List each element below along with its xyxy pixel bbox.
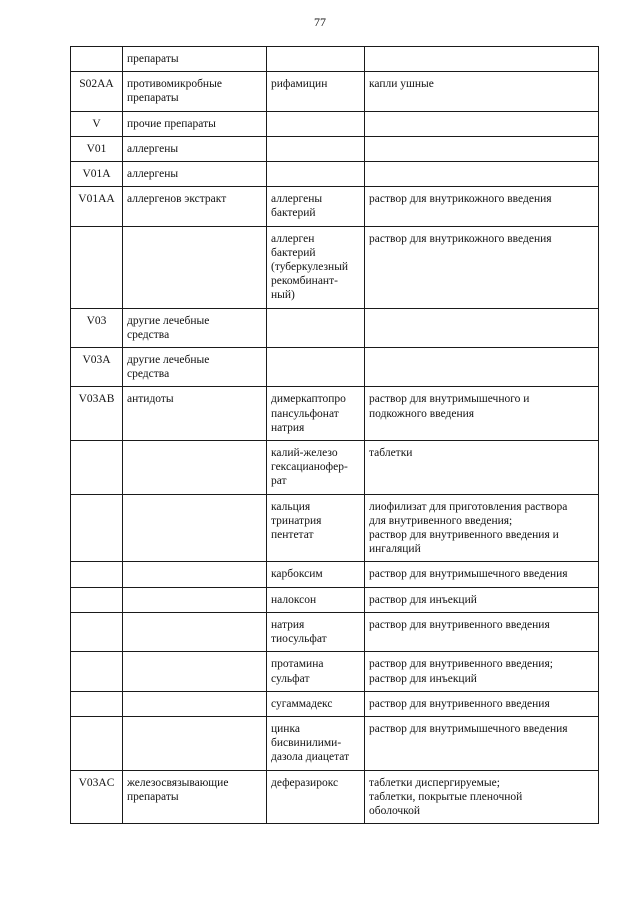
dosage-form-cell	[365, 136, 599, 161]
dosage-form-cell: раствор для внутрикожного введения	[365, 187, 599, 226]
dosage-form-cell: таблетки	[365, 441, 599, 495]
drug-name-cell	[267, 111, 365, 136]
group-name-cell	[123, 691, 267, 716]
group-name-cell: прочие препараты	[123, 111, 267, 136]
drug-name-cell: налоксон	[267, 587, 365, 612]
drug-name-cell	[267, 47, 365, 72]
dosage-form-cell: раствор для внутривенного введения; раствор для инъекций	[365, 652, 599, 691]
drug-name-cell: протамина сульфат	[267, 652, 365, 691]
table-row	[71, 441, 599, 495]
drug-name-cell: калий-железо гексацианофер- рат	[267, 441, 365, 495]
group-name-cell: противомикробные препараты	[123, 72, 267, 111]
atc-code-cell	[71, 612, 123, 651]
table-row	[71, 136, 599, 161]
drug-name-cell	[267, 136, 365, 161]
atc-code-cell: V	[71, 111, 123, 136]
drug-name-cell	[267, 162, 365, 187]
dosage-form-cell: раствор для внутривенного введения	[365, 691, 599, 716]
group-name-cell	[123, 587, 267, 612]
drug-table	[70, 46, 599, 824]
drug-name-cell: димеркаптопро пансульфонат натрия	[267, 387, 365, 441]
dosage-form-cell	[365, 348, 599, 387]
group-name-cell: аллергенов экстракт	[123, 187, 267, 226]
drug-name-cell: деферазирокс	[267, 770, 365, 824]
group-name-cell: антидоты	[123, 387, 267, 441]
dosage-form-cell	[365, 162, 599, 187]
table-row	[71, 612, 599, 651]
group-name-cell: железосвязывающие препараты	[123, 770, 267, 824]
atc-code-cell: V03A	[71, 348, 123, 387]
drug-name-cell	[267, 308, 365, 347]
dosage-form-cell	[365, 111, 599, 136]
table-row	[71, 348, 599, 387]
group-name-cell: аллергены	[123, 136, 267, 161]
dosage-form-cell: капли ушные	[365, 72, 599, 111]
atc-code-cell: V03	[71, 308, 123, 347]
table-row	[71, 47, 599, 72]
dosage-form-cell: раствор для инъекций	[365, 587, 599, 612]
group-name-cell	[123, 226, 267, 308]
drug-name-cell: аллерген бактерий (туберкулезный рекомбинант- ный)	[267, 226, 365, 308]
table-row	[71, 770, 599, 824]
table-row	[71, 716, 599, 770]
table-row	[71, 111, 599, 136]
atc-code-cell: V01	[71, 136, 123, 161]
atc-code-cell	[71, 494, 123, 562]
atc-code-cell	[71, 691, 123, 716]
dosage-form-cell: раствор для внутрикожного введения	[365, 226, 599, 308]
dosage-form-cell: раствор для внутримышечного введения	[365, 716, 599, 770]
atc-code-cell: V01A	[71, 162, 123, 187]
group-name-cell	[123, 494, 267, 562]
table-row	[71, 587, 599, 612]
drug-name-cell: карбоксим	[267, 562, 365, 587]
drug-name-cell: цинка бисвинилими- дазола диацетат	[267, 716, 365, 770]
atc-code-cell	[71, 716, 123, 770]
dosage-form-cell: лиофилизат для приготовления раствора для внутривенного введения; раствор для внутривенного введения и ингаляций	[365, 494, 599, 562]
atc-code-cell	[71, 562, 123, 587]
table-row	[71, 387, 599, 441]
table-row	[71, 562, 599, 587]
drug-name-cell: сугаммадекс	[267, 691, 365, 716]
dosage-form-cell	[365, 47, 599, 72]
dosage-form-cell: раствор для внутримышечного и подкожного введения	[365, 387, 599, 441]
table-row	[71, 691, 599, 716]
group-name-cell: препараты	[123, 47, 267, 72]
table-row	[71, 308, 599, 347]
group-name-cell	[123, 652, 267, 691]
atc-code-cell	[71, 226, 123, 308]
atc-code-cell	[71, 47, 123, 72]
page-number: 77	[314, 15, 326, 29]
group-name-cell: другие лечебные средства	[123, 348, 267, 387]
dosage-form-cell: раствор для внутривенного введения	[365, 612, 599, 651]
group-name-cell	[123, 562, 267, 587]
group-name-cell	[123, 716, 267, 770]
group-name-cell: другие лечебные средства	[123, 308, 267, 347]
drug-name-cell	[267, 348, 365, 387]
table-row	[71, 162, 599, 187]
atc-code-cell: V01AA	[71, 187, 123, 226]
dosage-form-cell	[365, 308, 599, 347]
group-name-cell	[123, 441, 267, 495]
table-row	[71, 72, 599, 111]
drug-name-cell: рифамицин	[267, 72, 365, 111]
table-row	[71, 494, 599, 562]
group-name-cell	[123, 612, 267, 651]
atc-code-cell: S02AA	[71, 72, 123, 111]
table-row	[71, 226, 599, 308]
drug-name-cell: аллергены бактерий	[267, 187, 365, 226]
group-name-cell: аллергены	[123, 162, 267, 187]
atc-code-cell	[71, 652, 123, 691]
atc-code-cell: V03AB	[71, 387, 123, 441]
dosage-form-cell: таблетки диспергируемые; таблетки, покрытые пленочной оболочкой	[365, 770, 599, 824]
atc-code-cell: V03AC	[71, 770, 123, 824]
drug-name-cell: кальция тринатрия пентетат	[267, 494, 365, 562]
atc-code-cell	[71, 587, 123, 612]
dosage-form-cell: раствор для внутримышечного введения	[365, 562, 599, 587]
drug-name-cell: натрия тиосульфат	[267, 612, 365, 651]
table-row	[71, 652, 599, 691]
atc-code-cell	[71, 441, 123, 495]
table-row	[71, 187, 599, 226]
